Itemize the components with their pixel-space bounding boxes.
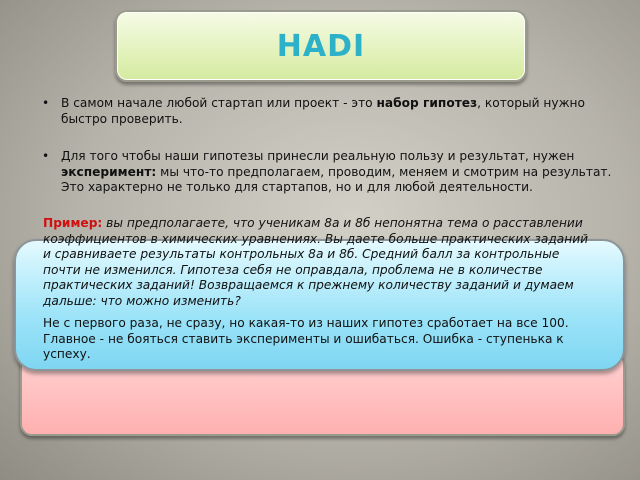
title-box xyxy=(115,10,527,82)
bullet-bold-text: набор гипотез xyxy=(376,96,478,110)
slide-title: HADI xyxy=(276,28,366,64)
example-label: Пример: xyxy=(43,216,103,230)
bullet-dot-icon: • xyxy=(42,96,50,110)
example-paragraph xyxy=(43,216,596,310)
bullet-dot-icon: • xyxy=(42,149,50,164)
bullet-item-experiment xyxy=(42,149,622,196)
bullet-list xyxy=(42,96,622,218)
conclusion-paragraph: Не с первого раза, не сразу, но какая-то из наших гипотез сработает на все 100. Главное - не бояться ставить эксперименты и ошибаться. Ошибка - ступенька к успеху. xyxy=(43,316,569,362)
bullet-text: мы что-то предполагаем, проводим, меняем и смотрим на результат. Это характерно не только для стартапов, но и для любой деятельности. xyxy=(61,164,612,195)
bullet-text: Для того чтобы наши гипотезы принесли реальную пользу и результат, нужен xyxy=(61,149,575,164)
example-text: вы предполагаете, что ученикам 8а и 8б непонятна тема о расставлении коэффициентов в химических уравнениях. Вы даете больше практических заданий и сравниваете результаты контрольных 8а и 8б. Средний балл за контрольные почти не изменился. Гипотеза себя не оправдала, проблема не в количестве практических заданий! Возвращаемся к прежнему количеству заданий и думаем дальше: что можно изменить? xyxy=(43,216,589,308)
bullet-text: , который нужно быстро проверить. xyxy=(61,96,585,126)
bullet-item-hypotheses xyxy=(42,96,622,127)
bullet-text: В самом начале любой стартап или проект - это xyxy=(61,96,377,110)
bullet-bold-text: эксперимент: xyxy=(61,164,157,179)
